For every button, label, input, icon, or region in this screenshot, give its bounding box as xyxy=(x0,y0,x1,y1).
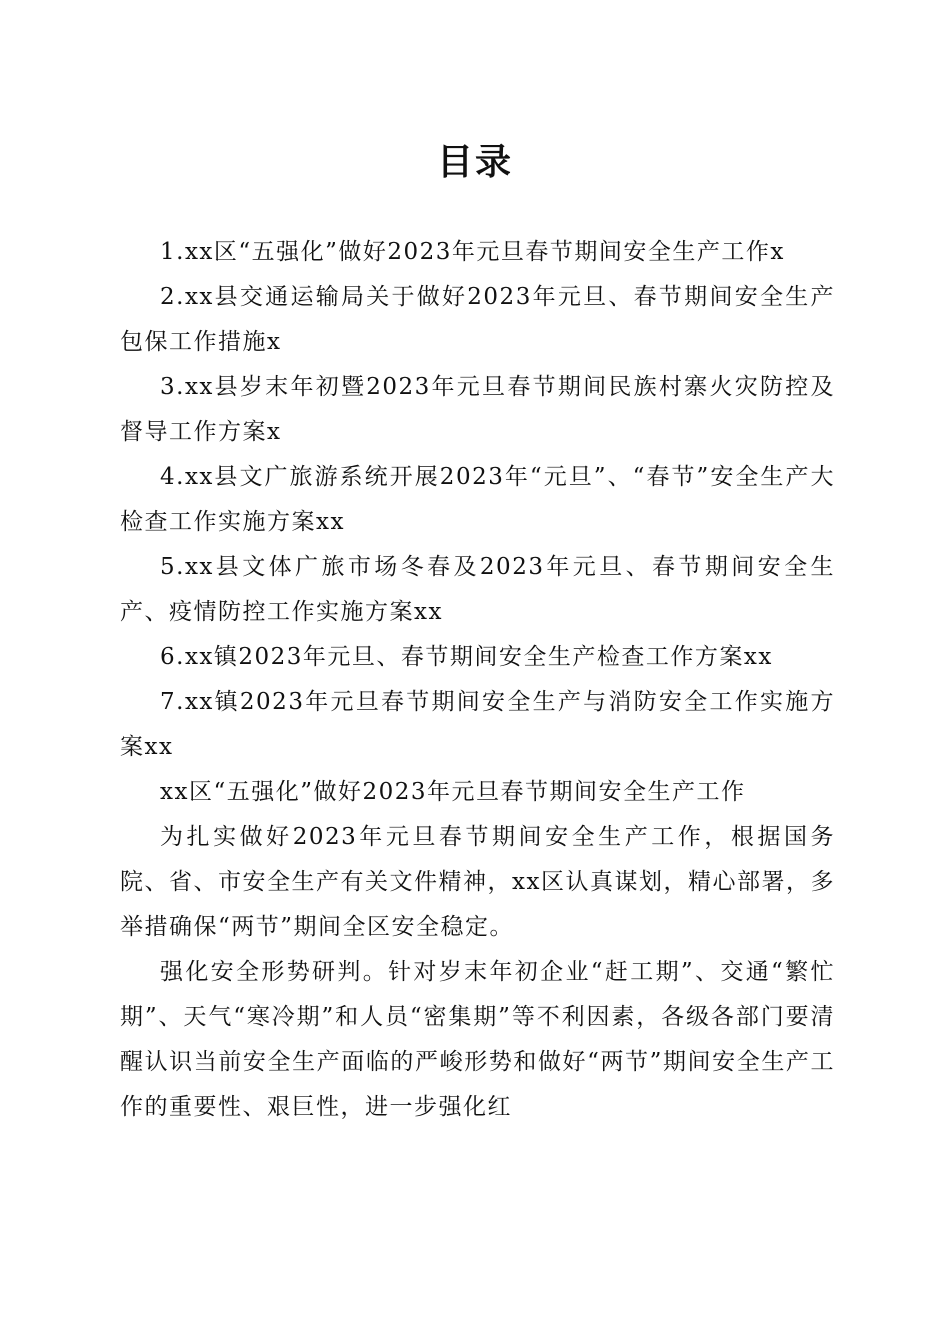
toc-item-5: 5.xx县文体广旅市场冬春及2023年元旦、春节期间安全生产、疫情防控工作实施方案xx xyxy=(120,554,835,625)
toc-item-1: 1.xx区“五强化”做好2023年元旦春节期间安全生产工作x xyxy=(160,239,785,265)
toc-item-6: 6.xx镇2023年元旦、春节期间安全生产检查工作方案xx xyxy=(160,644,773,670)
toc-item-3: 3.xx县岁末年初暨2023年元旦春节期间民族村寨火灾防控及督导工作方案x xyxy=(120,374,835,445)
toc-item-2: 2.xx县交通运输局关于做好2023年元旦、春节期间安全生产包保工作措施x xyxy=(120,284,835,355)
document-body xyxy=(120,230,835,1130)
toc-item-4: 4.xx县文广旅游系统开展2023年“元旦”、“春节”安全生产大检查工作实施方案xx xyxy=(120,464,835,535)
toc-item-7: 7.xx镇2023年元旦春节期间安全生产与消防安全工作实施方案xx xyxy=(120,689,835,760)
page-title: 目录 xyxy=(436,141,513,183)
article-heading: xx区“五强化”做好2023年元旦春节期间安全生产工作 xyxy=(160,779,746,805)
article-paragraph-1: 为扎实做好2023年元旦春节期间安全生产工作，根据国务院、省、市安全生产有关文件精神，xx区认真谋划，精心部署，多举措确保“两节”期间全区安全稳定。 xyxy=(120,824,835,940)
article-paragraph-2: 强化安全形势研判。针对岁末年初企业“赶工期”、交通“繁忙期”、天气“寒冷期”和人员“密集期”等不利因素，各级各部门要清醒认识当前安全生产面临的严峻形势和做好“两节”期间安全生产工作的重要性、艰巨性，进一步强化红 xyxy=(120,959,835,1120)
